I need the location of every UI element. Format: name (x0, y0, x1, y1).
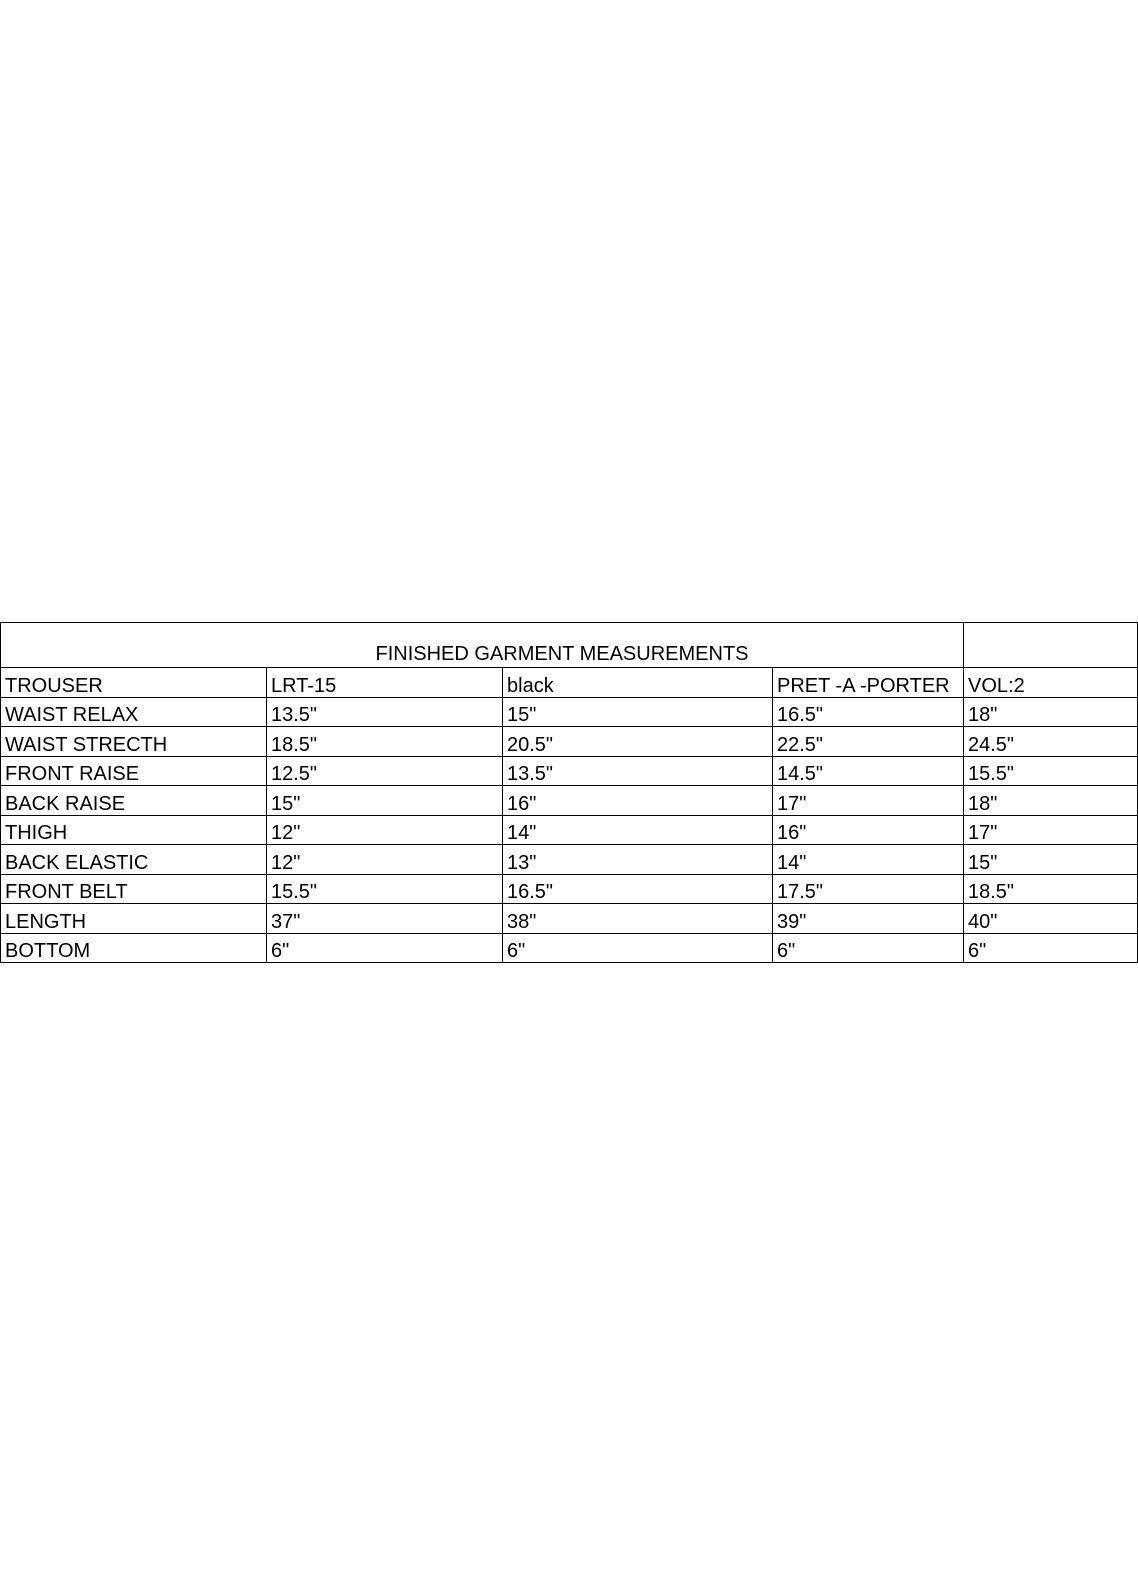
table-row (1, 933, 1138, 963)
row-value: 18" (964, 697, 1138, 727)
row-value: 18" (964, 786, 1138, 816)
row-label: BACK RAISE (1, 786, 267, 816)
row-value: 38" (503, 904, 773, 934)
table-row (1, 874, 1138, 904)
row-label: FRONT RAISE (1, 756, 267, 786)
row-value: 14" (503, 815, 773, 845)
table-title-cell (1, 623, 964, 668)
row-value: 15" (964, 845, 1138, 875)
table-row (1, 756, 1138, 786)
row-value: 14" (773, 845, 964, 875)
row-value: 13.5" (267, 697, 503, 727)
table-row (1, 727, 1138, 757)
row-label: WAIST RELAX (1, 697, 267, 727)
row-value: 15.5" (267, 874, 503, 904)
row-value: 6" (964, 933, 1138, 963)
row-value: 6" (503, 933, 773, 963)
table-row (1, 904, 1138, 934)
row-value: 12" (267, 815, 503, 845)
row-label: BACK ELASTIC (1, 845, 267, 875)
row-value: 16.5" (503, 874, 773, 904)
row-value: 17" (773, 786, 964, 816)
table-row (1, 815, 1138, 845)
table-row (1, 845, 1138, 875)
header-cell-style-code: LRT-15 (267, 668, 503, 698)
row-value: 6" (773, 933, 964, 963)
title-row (1, 623, 1138, 668)
row-label: LENGTH (1, 904, 267, 934)
row-value: 16" (503, 786, 773, 816)
row-value: 37" (267, 904, 503, 934)
row-value: 18.5" (964, 874, 1138, 904)
row-value: 13" (503, 845, 773, 875)
measurement-sheet (0, 622, 1137, 963)
row-value: 15" (267, 786, 503, 816)
row-label: BOTTOM (1, 933, 267, 963)
row-value: 16" (773, 815, 964, 845)
row-value: 12" (267, 845, 503, 875)
row-value: 15" (503, 697, 773, 727)
table-title: FINISHED GARMENT MEASUREMENTS (375, 643, 749, 665)
row-value: 18.5" (267, 727, 503, 757)
row-value: 17.5" (773, 874, 964, 904)
header-cell-color: black (503, 668, 773, 698)
row-label: FRONT BELT (1, 874, 267, 904)
row-value: 17" (964, 815, 1138, 845)
header-row (1, 668, 1138, 698)
row-value: 39" (773, 904, 964, 934)
row-value: 20.5" (503, 727, 773, 757)
row-label: WAIST STRECTH (1, 727, 267, 757)
header-cell-garment: TROUSER (1, 668, 267, 698)
row-value: 12.5" (267, 756, 503, 786)
header-cell-volume: VOL:2 (964, 668, 1138, 698)
row-label: THIGH (1, 815, 267, 845)
row-value: 15.5" (964, 756, 1138, 786)
row-value: 40" (964, 904, 1138, 934)
row-value: 6" (267, 933, 503, 963)
header-cell-collection: PRET -A -PORTER (773, 668, 964, 698)
measurement-table (0, 622, 1138, 963)
row-value: 13.5" (503, 756, 773, 786)
title-empty-cell (964, 623, 1138, 668)
row-value: 24.5" (964, 727, 1138, 757)
row-value: 16.5" (773, 697, 964, 727)
table-row (1, 786, 1138, 816)
row-value: 22.5" (773, 727, 964, 757)
row-value: 14.5" (773, 756, 964, 786)
table-row (1, 697, 1138, 727)
